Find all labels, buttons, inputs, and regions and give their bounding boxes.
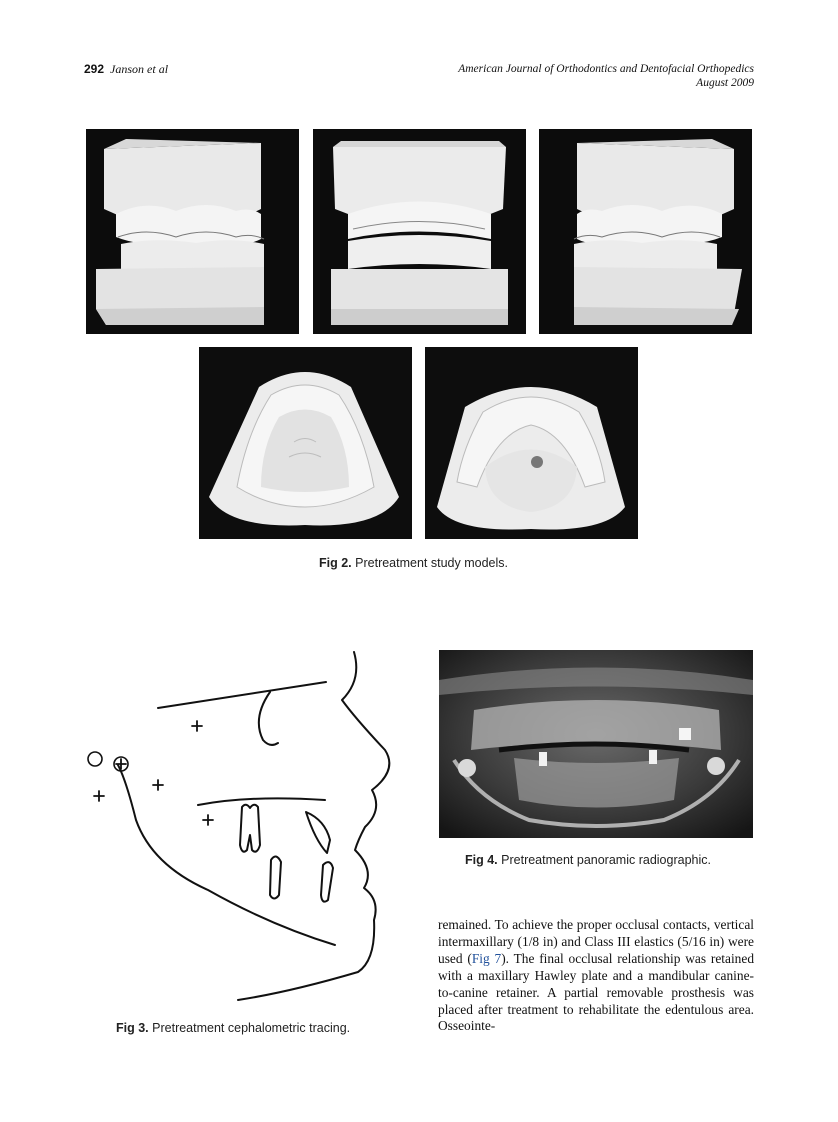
fig2-caption-text: Pretreatment study models.	[355, 556, 508, 570]
study-model-right-lateral-photo	[86, 129, 299, 334]
running-header-right	[458, 62, 754, 90]
body-text-part2: ). The final occlusal relationship was retained with a maxillary Hawley plate and a mandibular canine-to-canine retainer. A partial removable prosthesis was placed after treatment to rehabilitate the edentulous area. Osseointe-	[438, 950, 755, 1034]
fig3-label: Fig 3.	[116, 1021, 149, 1035]
landmark-crosses	[94, 721, 213, 825]
page-number: 292	[84, 62, 105, 76]
sn-line	[158, 682, 326, 708]
fig2-caption	[319, 556, 508, 570]
panoramic-radiograph	[439, 650, 753, 838]
fig7-link[interactable]: Fig 7	[471, 950, 502, 966]
soft-tissue-profile	[238, 652, 389, 1000]
study-model-left-lateral-photo	[539, 129, 752, 334]
cephalometric-tracing	[80, 640, 410, 1010]
mandibular-incisor	[321, 862, 333, 902]
mandibular-premolar	[270, 856, 281, 898]
journal-title: American Journal of Orthodontics and Dentofacial Orthopedics	[458, 63, 754, 75]
running-header-left	[84, 62, 168, 77]
maxillary-incisor	[306, 812, 330, 853]
fig3-caption-text: Pretreatment cephalometric tracing.	[152, 1021, 351, 1035]
issue-date: August 2009	[696, 77, 754, 89]
fig4-caption	[465, 853, 711, 867]
fig4-caption-text: Pretreatment panoramic radiographic.	[501, 853, 711, 867]
running-authors: Janson et al	[110, 62, 169, 76]
study-model-frontal-photo	[313, 129, 526, 334]
palatal-plane	[198, 798, 325, 805]
fig4-label: Fig 4.	[465, 853, 498, 867]
mandible-outline	[118, 765, 335, 945]
fig2-label: Fig 2.	[319, 556, 352, 570]
maxillary-molar	[240, 805, 260, 852]
fig3-caption	[116, 1021, 350, 1035]
study-model-maxillary-occlusal-photo	[199, 347, 412, 539]
porion-circle	[88, 752, 102, 766]
body-text-part1: remained. To achieve the proper occlusal contacts, vertical intermaxillary (1/8 in) and Class III elastics (5/16 in) were used (	[438, 917, 754, 966]
study-model-mandibular-occlusal-photo	[425, 347, 638, 539]
sella-turcica	[259, 692, 278, 745]
body-paragraph	[438, 917, 754, 1035]
